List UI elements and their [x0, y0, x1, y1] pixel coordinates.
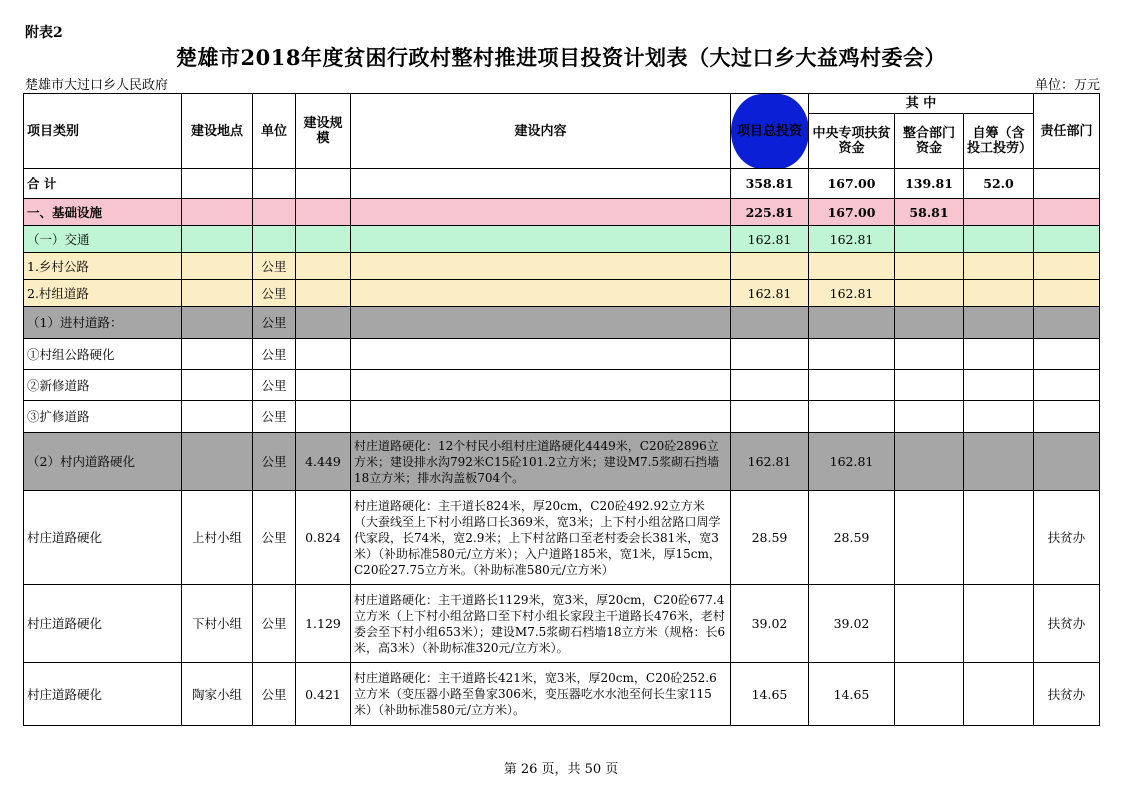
cell-scale — [296, 370, 351, 401]
cell-self — [964, 491, 1034, 585]
cell-resp — [1034, 253, 1100, 280]
table-row — [24, 199, 1100, 226]
cell-total: 39.02 — [731, 585, 809, 663]
cell-central: 39.02 — [809, 585, 895, 663]
cell-scale: 4.449 — [296, 433, 351, 491]
cell-location — [182, 253, 253, 280]
cell-unit — [253, 199, 296, 226]
cell-total: 358.81 — [731, 169, 809, 199]
table-row — [24, 280, 1100, 307]
cell-self — [964, 663, 1034, 726]
cell-content — [351, 280, 731, 307]
cell-location — [182, 169, 253, 199]
cell-scale — [296, 226, 351, 253]
table-row — [24, 226, 1100, 253]
cell-dept — [895, 339, 964, 370]
cell-location — [182, 226, 253, 253]
cell-category: （一）交通 — [24, 226, 182, 253]
unit-label: 单位：万元 — [1034, 78, 1100, 93]
cell-content: 村庄道路硬化：主干道路长1129米，宽3米，厚20cm，C20砼677.4立方米（上下村小组岔路口至下村小组长家段主干道路长476米，老村委会至下村小组653米）；建设M7.5浆砌石档墙18立方米（规格：长6米，高3米）（补助标准320元/立方米）。 — [351, 585, 731, 663]
cell-central — [809, 253, 895, 280]
cell-resp — [1034, 280, 1100, 307]
cell-unit: 公里 — [253, 280, 296, 307]
cell-category: （1）进村道路： — [24, 307, 182, 339]
cell-total: 28.59 — [731, 491, 809, 585]
cell-unit — [253, 169, 296, 199]
cell-central: 162.81 — [809, 280, 895, 307]
col-unit: 单位 — [253, 94, 296, 169]
cell-self — [964, 226, 1034, 253]
cell-location — [182, 401, 253, 433]
cell-category: 合 计 — [24, 169, 182, 199]
cell-content — [351, 199, 731, 226]
cell-dept — [895, 253, 964, 280]
cell-dept — [895, 280, 964, 307]
cell-central: 167.00 — [809, 169, 895, 199]
page-footer: 第 26 页，共 50 页 — [503, 762, 619, 777]
cell-category: 一、基础设施 — [24, 199, 182, 226]
cell-location — [182, 370, 253, 401]
table-row — [24, 307, 1100, 339]
cell-unit — [253, 226, 296, 253]
cell-location — [182, 280, 253, 307]
annex-label: 附表2 — [25, 25, 63, 41]
cell-location: 陶家小组 — [182, 663, 253, 726]
cell-unit: 公里 — [253, 491, 296, 585]
col-location: 建设地点 — [182, 94, 253, 169]
cell-self — [964, 199, 1034, 226]
cell-scale — [296, 199, 351, 226]
cell-location — [182, 199, 253, 226]
cell-total: 225.81 — [731, 199, 809, 226]
header-row-1 — [24, 94, 1100, 114]
cell-resp — [1034, 433, 1100, 491]
table-row — [24, 585, 1100, 663]
cell-central — [809, 307, 895, 339]
cell-scale: 0.824 — [296, 491, 351, 585]
cell-location — [182, 339, 253, 370]
cell-resp: 扶贫办 — [1034, 585, 1100, 663]
cell-dept — [895, 307, 964, 339]
cell-central: 14.65 — [809, 663, 895, 726]
cell-scale: 0.421 — [296, 663, 351, 726]
cell-unit: 公里 — [253, 339, 296, 370]
col-content: 建设内容 — [351, 94, 731, 169]
cell-dept: 139.81 — [895, 169, 964, 199]
cell-self — [964, 370, 1034, 401]
cell-self — [964, 280, 1034, 307]
col-self: 自筹（含投工投劳） — [964, 114, 1034, 169]
cell-resp — [1034, 226, 1100, 253]
cell-scale — [296, 169, 351, 199]
table-row — [24, 169, 1100, 199]
table-row — [24, 370, 1100, 401]
cell-resp — [1034, 199, 1100, 226]
cell-content — [351, 339, 731, 370]
cell-category: ③扩修道路 — [24, 401, 182, 433]
col-dept: 整合部门资金 — [895, 114, 964, 169]
cell-dept — [895, 370, 964, 401]
cell-content — [351, 169, 731, 199]
cell-dept — [895, 433, 964, 491]
cell-scale — [296, 280, 351, 307]
cell-location — [182, 433, 253, 491]
table-row — [24, 253, 1100, 280]
cell-category: （2）村内道路硬化 — [24, 433, 182, 491]
cell-location: 上村小组 — [182, 491, 253, 585]
cell-content: 村庄道路硬化：主干道长824米，厚20cm，C20砼492.92立方米（大蚕线至上下村小组路口长369米，宽3米；上下村小组岔路口周学代家段，长74米，宽2.9米；上下村岔路口至老村委会长381米，宽3米）（补助标准580元/立方米）；入户道路185米，宽1米，厚15cm，C20砼27.75立方米。（补助标准580元/立方米） — [351, 491, 731, 585]
cell-resp — [1034, 370, 1100, 401]
cell-unit: 公里 — [253, 370, 296, 401]
table-row — [24, 663, 1100, 726]
col-total — [731, 94, 809, 169]
cell-category: 村庄道路硬化 — [24, 663, 182, 726]
cell-central: 28.59 — [809, 491, 895, 585]
cell-self — [964, 401, 1034, 433]
cell-total: 162.81 — [731, 280, 809, 307]
cell-resp: 扶贫办 — [1034, 491, 1100, 585]
cell-content — [351, 307, 731, 339]
cell-dept — [895, 226, 964, 253]
cell-self — [964, 585, 1034, 663]
cell-category: ①村组公路硬化 — [24, 339, 182, 370]
cell-dept: 58.81 — [895, 199, 964, 226]
cell-category: ②新修道路 — [24, 370, 182, 401]
cell-resp — [1034, 169, 1100, 199]
cell-dept — [895, 401, 964, 433]
cell-scale — [296, 307, 351, 339]
cell-self: 52.0 — [964, 169, 1034, 199]
cell-total — [731, 370, 809, 401]
cell-dept — [895, 585, 964, 663]
cell-resp — [1034, 339, 1100, 370]
page-title: 楚雄市2018年度贫困行政村整村推进项目投资计划表（大过口乡大益鸡村委会） — [176, 45, 946, 70]
cell-total — [731, 253, 809, 280]
cell-scale — [296, 339, 351, 370]
cell-total — [731, 401, 809, 433]
cell-unit: 公里 — [253, 433, 296, 491]
cell-content — [351, 226, 731, 253]
cell-unit: 公里 — [253, 307, 296, 339]
cell-self — [964, 433, 1034, 491]
cell-location: 下村小组 — [182, 585, 253, 663]
cell-content — [351, 370, 731, 401]
cell-total — [731, 307, 809, 339]
col-scale: 建设规模 — [296, 94, 351, 169]
cell-total: 162.81 — [731, 433, 809, 491]
cell-dept — [895, 491, 964, 585]
cell-total: 14.65 — [731, 663, 809, 726]
cell-content: 村庄道路硬化：主干道路长421米，宽3米，厚20cm，C20砼252.6立方米（变压器小路至鲁家306米，变压器吃水水池至何长生家115米）（补助标准580元/立方米）。 — [351, 663, 731, 726]
cell-category: 1.乡村公路 — [24, 253, 182, 280]
cell-total: 162.81 — [731, 226, 809, 253]
cell-location — [182, 307, 253, 339]
cell-central: 162.81 — [809, 433, 895, 491]
cell-dept — [895, 663, 964, 726]
cell-scale — [296, 401, 351, 433]
cell-category: 村庄道路硬化 — [24, 585, 182, 663]
cell-resp — [1034, 307, 1100, 339]
cell-content — [351, 401, 731, 433]
cell-central — [809, 370, 895, 401]
organization: 楚雄市大过口乡人民政府 — [25, 78, 169, 93]
cell-scale: 1.129 — [296, 585, 351, 663]
cell-category: 村庄道路硬化 — [24, 491, 182, 585]
col-category: 项目类别 — [24, 94, 182, 169]
cell-content: 村庄道路硬化：12个村民小组村庄道路硬化4449米，C20砼2896立方米；建设排水沟792米C15砼101.2立方米；建设M7.5浆砌石挡墙18立方米；排水沟盖板704个。 — [351, 433, 731, 491]
cell-central — [809, 401, 895, 433]
cell-central — [809, 339, 895, 370]
cell-content — [351, 253, 731, 280]
cell-unit: 公里 — [253, 401, 296, 433]
cell-central: 167.00 — [809, 199, 895, 226]
cell-resp: 扶贫办 — [1034, 663, 1100, 726]
cell-self — [964, 253, 1034, 280]
table-row — [24, 401, 1100, 433]
table-row — [24, 491, 1100, 585]
cell-unit: 公里 — [253, 663, 296, 726]
cell-self — [964, 307, 1034, 339]
cell-category: 2.村组道路 — [24, 280, 182, 307]
cell-scale — [296, 253, 351, 280]
col-resp: 责任部门 — [1034, 94, 1100, 169]
investment-table — [23, 93, 1100, 726]
cell-unit: 公里 — [253, 253, 296, 280]
cell-self — [964, 339, 1034, 370]
cell-unit: 公里 — [253, 585, 296, 663]
table-row — [24, 339, 1100, 370]
cell-central: 162.81 — [809, 226, 895, 253]
cell-resp — [1034, 401, 1100, 433]
cell-total — [731, 339, 809, 370]
col-of-which: 其 中 — [809, 94, 1034, 114]
table-row — [24, 433, 1100, 491]
col-central: 中央专项扶贫资金 — [809, 114, 895, 169]
col-total-label: 项目总投资 — [736, 123, 802, 139]
